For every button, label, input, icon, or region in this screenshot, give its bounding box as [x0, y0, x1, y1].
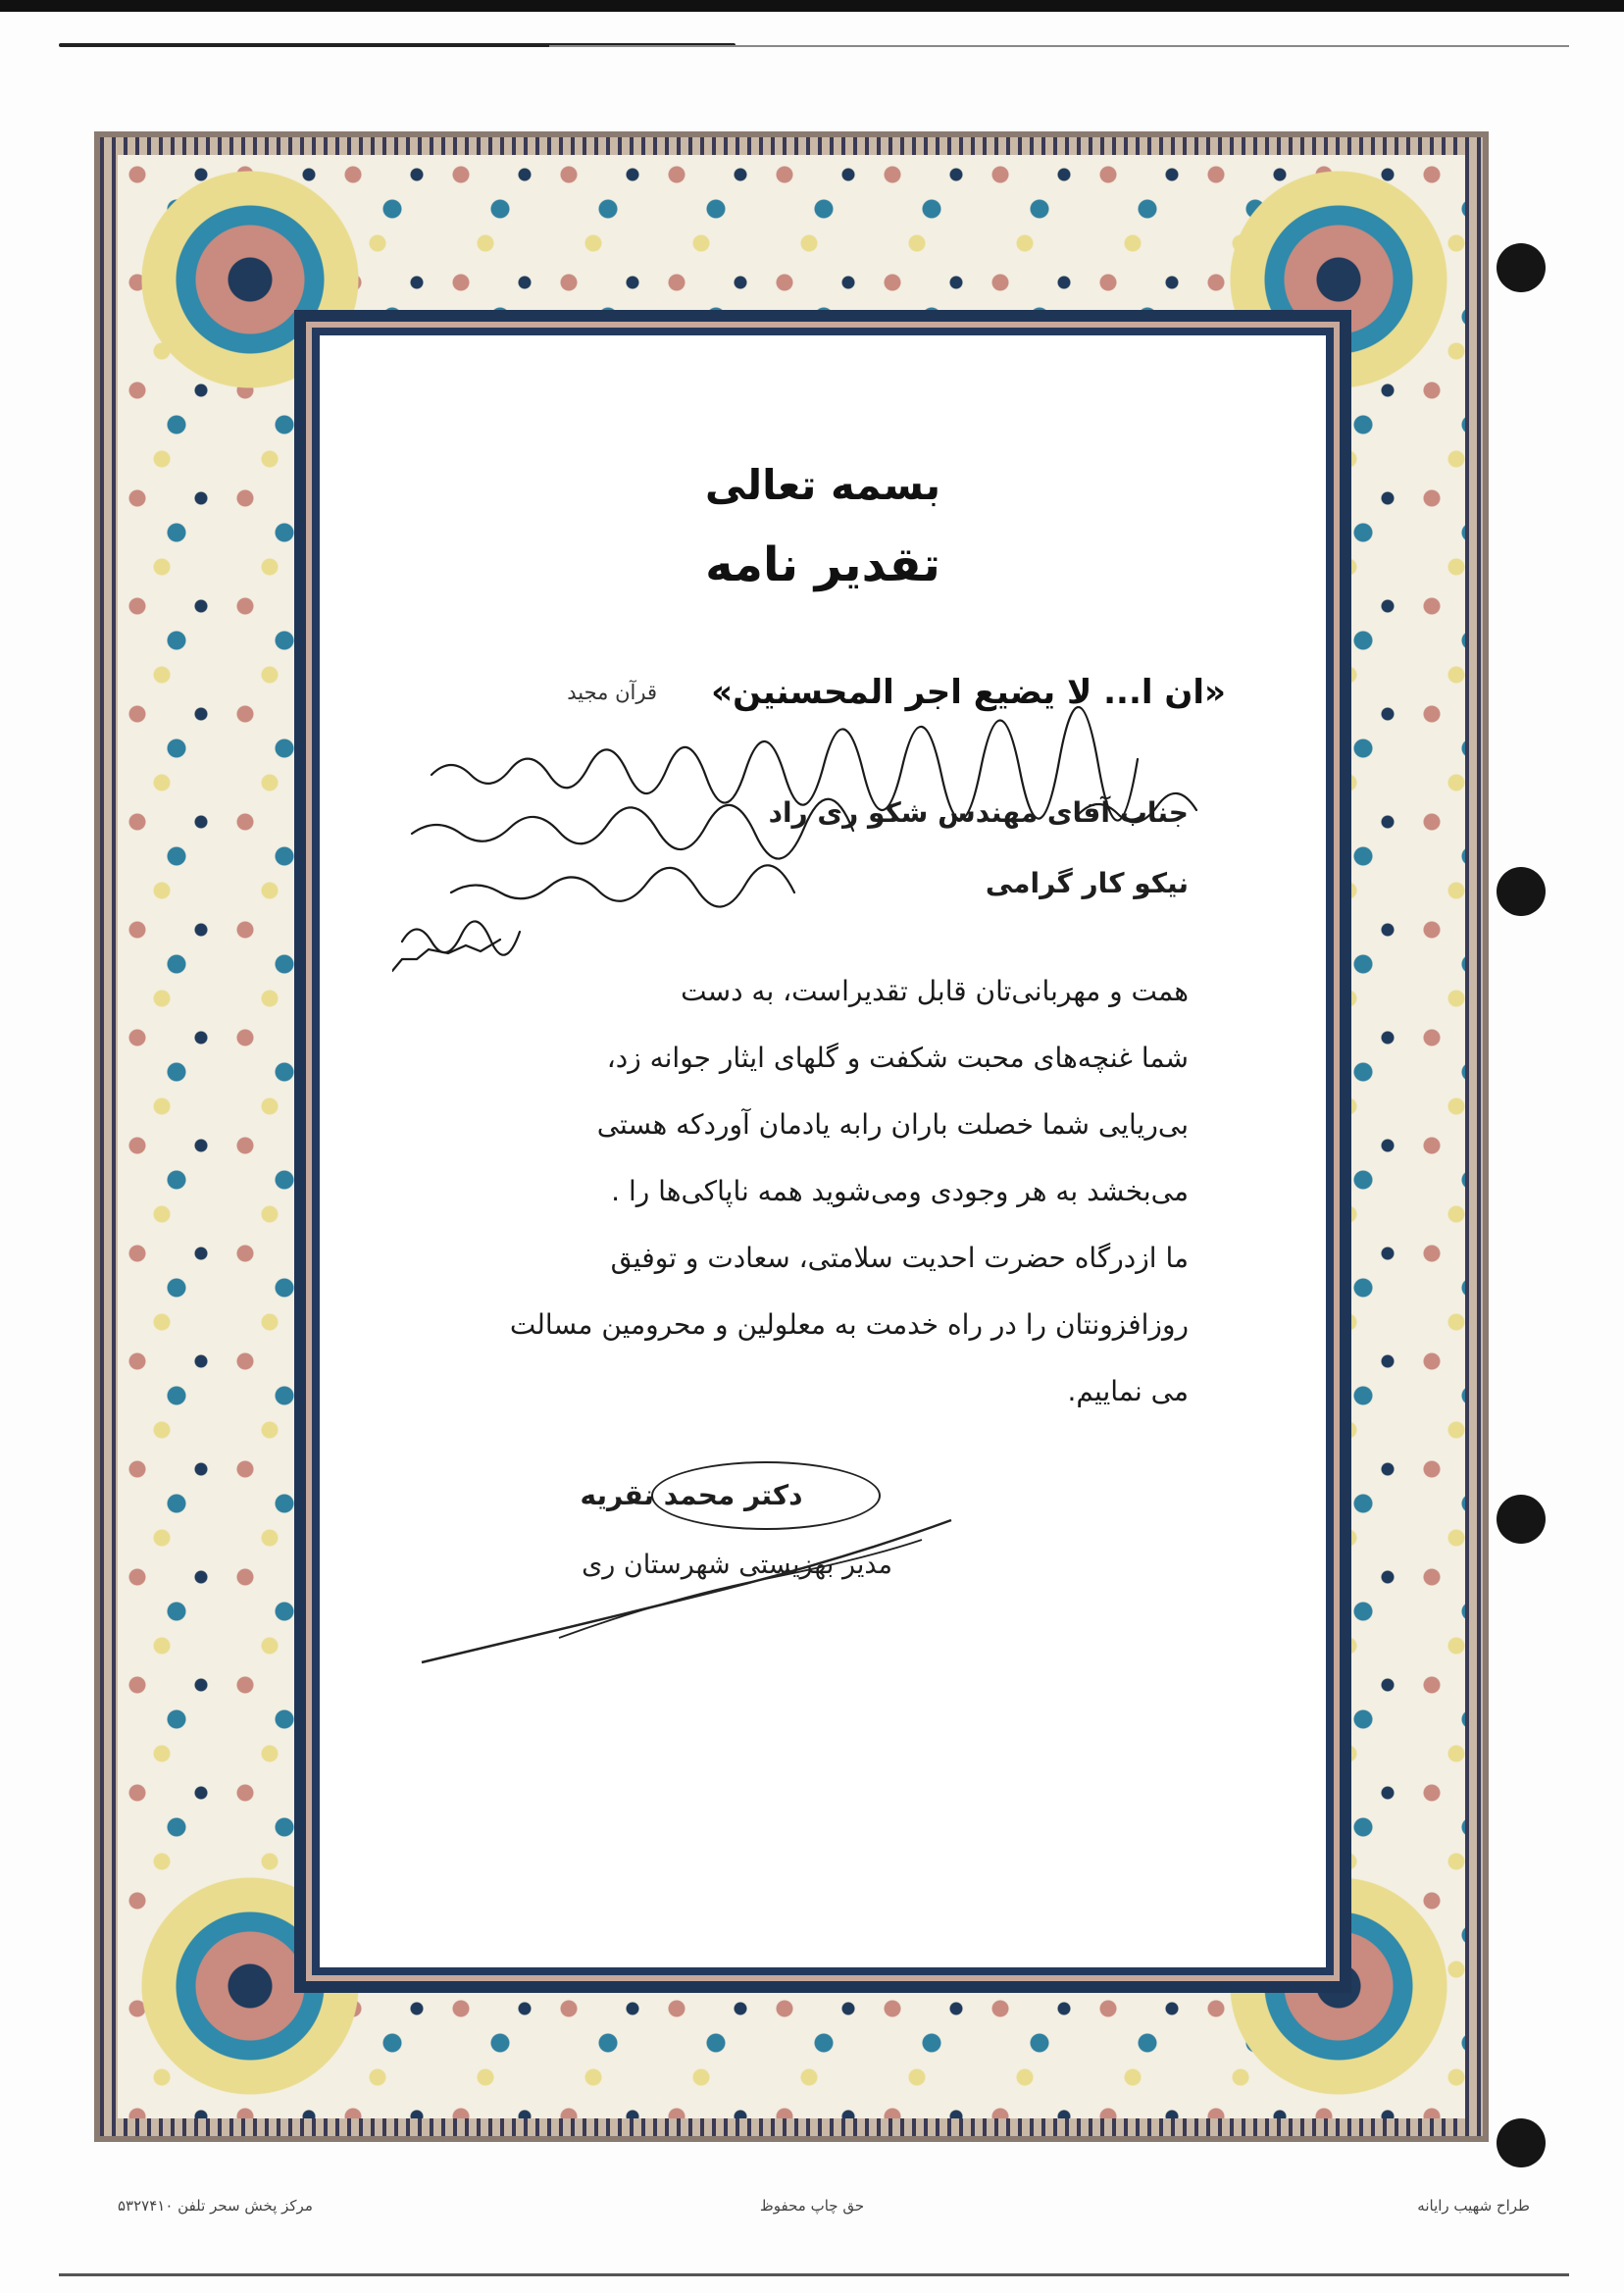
body-line-5: ما ازدرگاه حضرت احدیت سلامتی، سعادت و توفیق — [610, 1242, 1189, 1274]
binder-hole-3 — [1497, 1495, 1546, 1544]
footer-copyright: حق چاپ محفوظ — [759, 2197, 865, 2215]
recipient-name: جناب آقای مهندس شکو ری راد — [768, 796, 1189, 829]
scan-bottom-line — [59, 2273, 1569, 2276]
body-line-1: همت و مهربانی‌تان قابل تقدیراست، به دست — [681, 975, 1189, 1007]
scan-top-thin-line — [549, 45, 1569, 47]
body-line-6: روزافزونتان را در راه خدمت به معلولین و محرومین مسالت — [509, 1308, 1189, 1341]
body-line-7: می نماییم. — [1067, 1375, 1189, 1407]
certificate-title: تقدیر نامه — [705, 537, 940, 592]
signature-stroke — [412, 1501, 961, 1677]
signer-name: دکتر محمد نقریه — [580, 1479, 803, 1511]
body-line-3: بی‌ریایی شما خصلت باران رابه یادمان آوردکه هستی — [596, 1108, 1189, 1141]
handwritten-note — [392, 706, 1226, 981]
footer-distributor: مرکز پخش سحر تلفن ۵۳۲۷۴۱۰ — [118, 2197, 313, 2215]
certificate-invocation: بسمه تعالی — [704, 461, 941, 509]
recipient-title: نیکو کار گرامی — [985, 867, 1189, 899]
body-line-4: می‌بخشد به هر وجودی ومی‌شوید همه ناپاکی‌ها را . — [611, 1175, 1189, 1207]
body-line-2: شما غنچه‌های محبت شکفت و گلهای ایثار جوانه زد، — [606, 1042, 1189, 1074]
footer-designer: طراح شهیب رایانه — [1417, 2197, 1530, 2215]
quran-verse: «ان ا... لا یضیع اجر المحسنین» — [711, 673, 1226, 712]
scan-top-edge — [0, 0, 1624, 12]
verse-source: قرآن مجید — [567, 681, 657, 704]
binder-hole-2 — [1497, 867, 1546, 916]
binder-hole-1 — [1497, 243, 1546, 292]
signer-title: مدیر بهزیستی شهرستان ری — [582, 1550, 892, 1580]
binder-hole-4 — [1497, 2118, 1546, 2167]
